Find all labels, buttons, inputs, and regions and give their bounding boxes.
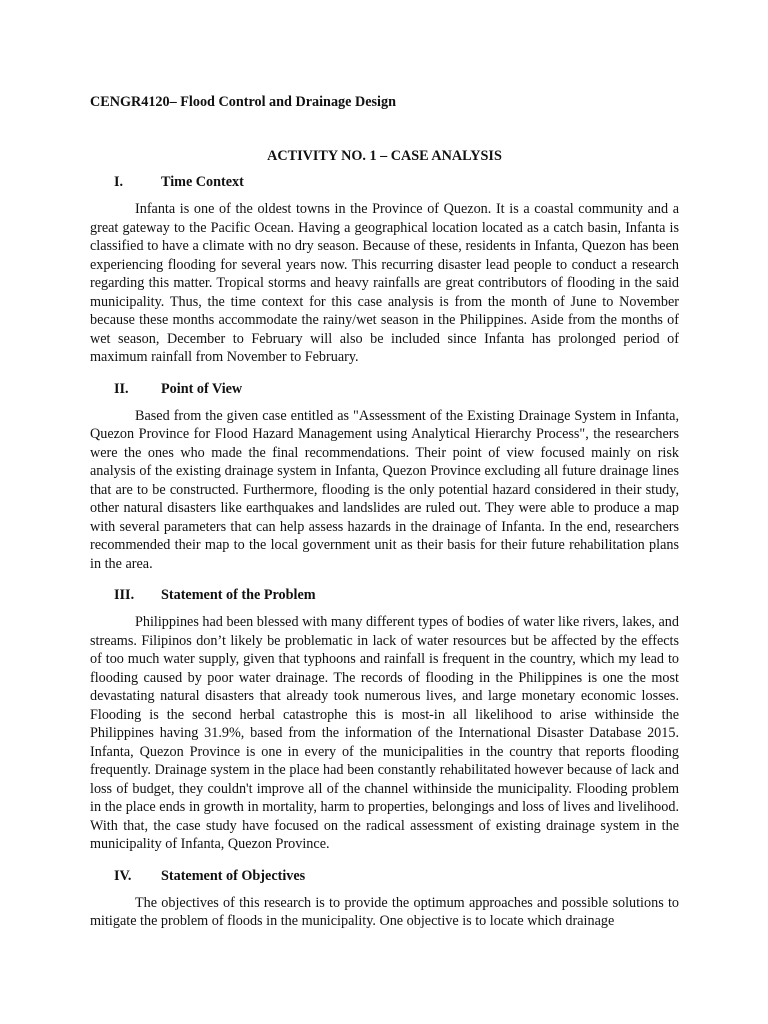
section-body: Infanta is one of the oldest towns in the Province of Quezon. It is a coastal community and a great gateway to the Pacific Ocean. Having a geographical location located as a catch basin, Infanta is classified to have a climate with no dry season. Because of these, residents in Infanta, Quezon has been experiencing flooding for several years now. This recurring disaster lead people to conduct a research regarding this matter. Tropical storms and heavy rainfalls are great contributors of flooding in the said municipality. Thus, the time context for this case analysis is from the month of June to November because these months accommodate the rainy/wet season in the Philippines. Aside from the months of wet season, December to February will also be included since Infanta has prolonged period of maximum rainfall from November to February. [90, 201, 679, 365]
section-heading [90, 379, 679, 399]
section-body: Philippines had been blessed with many different types of bodies of water like rivers, lakes, and streams. Filipinos don’t likely be problematic in lack of water resources but be affected by the effects of too much water supply, given that typhoons and rainfall is frequent in the country, which my lead to flooding caused by poor water drainage. The records of flooding in the Philippines is one the most devastating natural disasters that already took numerous lives, and large monetary economic losses. Flooding is the second herbal catastrophe this is most-in all likelihood to arise withinside the Philippines having 31.9%, based from the information of the International Disaster Database 2015. Infanta, Quezon Province is one in every of the municipalities in the country that reports flooding frequently. Drainage system in the place had been constantly rehabilitated however because of lack and loss of budget, they couldn't improve all of the channel withinside the municipality. Flooding problem in the place ends in growth in mortality, harm to properties, belongings and loss of lives and livelihood. With that, the case study have focused on the radical assessment of existing drainage system in the municipality of Infanta, Quezon Province. [90, 614, 679, 852]
section-title: Statement of the Problem [161, 587, 316, 603]
section-title: Statement of Objectives [161, 867, 306, 884]
section-number: II. [114, 380, 129, 397]
section-statement-of-problem [90, 585, 679, 854]
section-time-context [90, 172, 679, 367]
activity-title: ACTIVITY NO. 1 – CASE ANALYSIS [267, 148, 502, 164]
section-title: Point of View [161, 380, 243, 397]
section-point-of-view [90, 379, 679, 574]
section-number: I. [114, 174, 124, 190]
section-number: III. [114, 587, 135, 603]
section-heading [90, 172, 679, 192]
section-body: The objectives of this research is to provide the optimum approaches and possible solutions to mitigate the problem of floods in the municipality. One objective is to locate which drainage [90, 894, 679, 929]
section-heading [90, 866, 679, 886]
section-heading [90, 585, 679, 605]
section-number: IV. [114, 867, 132, 884]
section-body: Based from the given case entitled as "Assessment of the Existing Drainage System in Infanta, Quezon Province for Flood Hazard Management using Analytical Hierarchy Process", the researchers were the ones who made the final recommendations. Their point of view focused mainly on risk analysis of the existing drainage system in Infanta, Quezon Province excluding all future drainage lines that are to be constructed. Furthermore, flooding is the only potential hazard considered in their study, other natural disasters like earthquakes and landslides are ruled out. They were able to produce a map with several parameters that can help assess hazards in the drainage of Infanta. In the end, researchers recommended their map to the local government unit as their basis for their future rehabilitation plans in the area. [90, 407, 679, 572]
section-statement-of-objectives [90, 866, 679, 931]
section-title: Time Context [161, 174, 244, 190]
course-title: CENGR4120– Flood Control and Drainage Design [90, 94, 396, 110]
